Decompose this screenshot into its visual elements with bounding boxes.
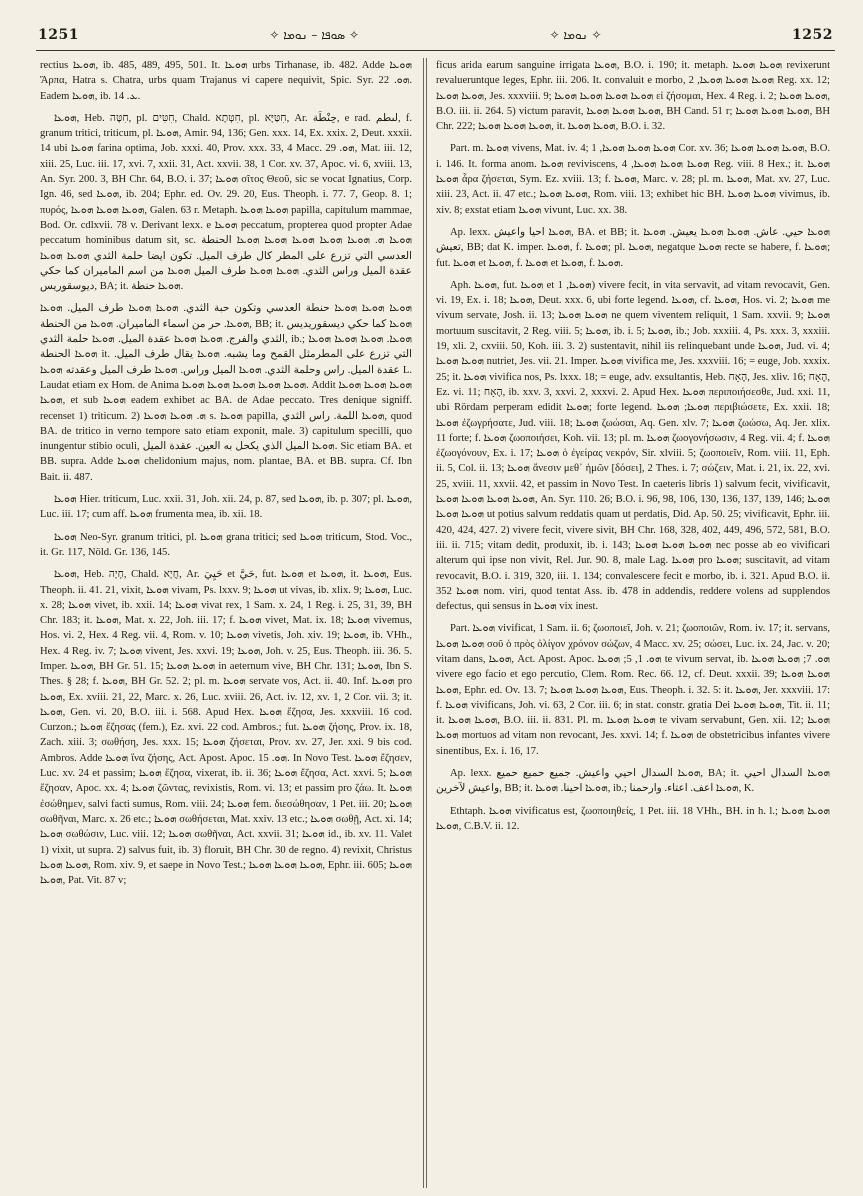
entry-haya: ܗܘܥܐ, Heb. חָיָה, Chald. חֲיָא, Ar. حَيِيَ et حَيَّ, fut. ܗܘܥܐ et ܗܘܥܐ, it. ܗܘܥܐ, Eus. Theoph. ii. 41. 21, vixit, ܗܘܥܐ vivam, Ps. lxxv. 9; ܗܘܥܐ ut vivas, ib. xlix. 9; ܗܘܥܐ, Luc. x. 28; ܗܘܥܐ vivet, ib. xxii. 14; ܗܘܥܐ vivat rex, 1 Sam. x. 24, 1 Reg. i. 25, 31, 39, BH Chr. 183; it. ܗܘܥܐ, Mat. x. 22, Joh. iii. 17; f. ܗܘܥܐ vivet, Mat. ix. 18; ܗܘܥܐ vivemus, Hos. vi. 2, Hex. 4 Reg. vii. 4, Rom. v. 10; ܗܘܥܐ vivetis, Joh. xiv. 19; ܗܘܥܐ, ib. VHh., Hex. 4 Reg. iv. 7; ܗܘܥܐ vivent, Jes. xxvi. 19; ܗܘܥܐ, Joh. v. 25, Eus. Theoph. iii. 36. 5. Imper. ܗܘܥܐ, BH Gr. 51. 15; ܗܘܥܐ ܗܘܥܐ in aeternum vive, BH Chr. 131; ܗܘܥܐ, Ibn S. Thes. § 28; f. ܗܘܥܐ, BH Gr. 52. 2; pl. m. ܗܘܥܐ servate vos, Act. ii. 40. Inf. ܗܘܥܐ pro ܗܘܥܐ, Ex. xviii. 21, 22, Marc. x. 26, Luc. xviii. 26, Act. iv. 12, xv. 1, 2 Cor. vii. 3; it. ܗܘܥܐ, Gen. vi. 20, B.O. iii. i. 568. Apud Hex. ܗܘܥܐ ἔζησα, Jes. xxxviii. 16 cod. Curzon.; ܗܘܥܐ ἔζησας (fem.), Ez. xvi. 22 cod. Ambros.; fut. ܗܘܥܐ ζήσης, Prov. ix. 18, Zach. xiii. 3; σωθήση, Jes. xxx. 15; ܗܘܥܐ ζήσεται, Prov. xv. 27, Jer. xxi. 9 bis cod. Ambros. Adde ܗܘܥܐ ἵνα ζήσης, Act. Apost. Apoc. ܗܘ. 15. In Novo Test. ܗܘܥܐ ἔζησεν, Luc. xv. 24 et passim; ܗܘܥܐ ἔζησα, vixerat, ib. ii. 36; ܗܘܥܐ ἔζησα, Act. xxvi. 5; ܗܘܥܐ ἔζησαν, Apoc. xx. 4; ܗܘܥܐ ζῶντας, revixistis, Rom. vi. 13; et passim pro ζάω. It. ܗܘܥܐ ἐσώθημεν, salvi facti sumus, Rom. viii. 24; ܗܘܥܐ fem. διεσώθησαν, 1 Pet. iii. 20; ܗܘܥܐ σωθῆναι, Marc. x. 26 etc.; ܗܘܥܐ σωθήσεται, Mat. xxiv. 13 etc.; ܗܘܥܐ σωθῇ, Act. xi. 14; ܗܘܥܐ σωθώσιν, Luc. viii. 12; ܗܘܥܐ σωθῆναι, Act. xxvii. 31; ܗܘܥܐ id., ib. xv. 11. Valet 1) vixit, ut supra. 2) salvus fuit, ib. 3) floruit, BH Chr. 30 de regno. 4) revixit, Christus ܗܘܥܐ ܗܘܥܐ, Rom. xiv. 9, et saepe in Novo Test.; ܗܘܥܐ ܗܘܥܐ ܗܘܥܐ, Ephr. iii. 605; ܗܘܥܐ ܗܘܥܐ, Pat. Vit. 87 v; (40, 569, 412, 887)
running-header (38, 24, 833, 46)
column-divider-inner (426, 58, 427, 1188)
entry-aphel: Aph. ܗܘܥܐ, fut. ܗܘܥܐ et ܗܘܥܐ, 1) vivere fecit, in vita servavit, ad vitam revocavit, Gen. vi. 19, Ex. i. 18; ܗܘܥܐ, Deut. xxx. 6, ubi forte legend. ܗܘܥܐ, cf. ܗܘܥܐ, Hos. vi. 2; ܗܘܥܐ me vivum servate, Josh. ii. 13; ܗܘܥܐ ܗܘܥܐ ne quem viventem reliquit, 1 Sam. xxvii. 9; ܗܘܥܐ mortuum suscitavit, 2 Reg. viii. 5; ܗܘܥܐ, ib. i. 5; ܗܘܥܐ, ib.; Job. xxxiii. 4, Ps. xxx. 3, xxxiii. 19, xli. 2, cxviii. 50, Koh. iii. 3. 2) sustentavit, nihil iis relinquebant unde ܗܘܥܐ, Jud. vi. 4; ܗܘܥܐ ܗܘܥܐ nutriet, Jes. vii. 21. Imper. ܗܘܥܐ vivifica me, Jes. xxxviii. 16; = euge, Job. xxxix. 25; it. ܗܘܥܐ vivifica nos, Ps. lxxx. 18; = euge, adv. exsultantis, Heb. הֶאָח, Jes. xliv. 16; הֶאָח, Ez. vi. 11; הֶאָח, ib. xxv. 3, xxvi. 2, xxxvi. 2. Apud Hex. ܗܘܥܐ περιποιήσεσθε, Jud. xxi. 11, ubi Rördam perperam edidit ܗܘܥܐ; forte legend. ܗܘܥܐ; ܗܘܥܐ περιβιώσετε, Ex. xxii. 18; ܗܘܥܐ ἐζωγρήσατε, Jud. viii. 18; ܗܘܥܐ ζωώσαι, Aq. Gen. xlv. 7; ܗܘܥܐ ζωώσω, Aq. Jer. xlix. 11 forte; f. ܗܘܥܐ ζωοποιήσει, Koh. vii. 13; pl. m. ܗܘܥܐ ζωογονήσωσιν, 4 Reg. vii. 4; f. ܗܘܥܐ ἐζωογόνουν, Ex. i. 17; ܗܘܥܐ ὁ ἐγείρας νεκρόν, Sir. xlviii. 5; ζωοποιεῖν, Rom. viii. 11, Eph. ii. 5, Col. ii. 13; ܗܘܥܐ ἄνεσιν μεθ᾽ ἡμῶν [δόσει], 2 Thes. i. 7; σώζειν, Mat. i. 21, ix. 22, xvi. 25, xviii. 11, xxvii. 42, et passim in Novo Test. In caeteris libris 1) salvum fecit, vivificavit, ܗܘܥܐ ܗܘܥܐ ܗܘܥܐ ܗܘܥܐ, An. Syr. 110. 26; B.O. i. 96, 98, 106, 130, 136, 137, 139, 146; ܗܘܥܐ ܗܘܥܐ ܗܘܥܐ ut potius salvum reddatis quam ut perdatis, Did. Ap. 50. 25; vivificavit, Ephr. iii. 420, 424, 427. 2) vivere fecit, vivere sivit, BH Chr. 168, 328, 402, 449, 496, 572, 581, B.O. iii. ii. 715; vitam dedit, produxit, ib. i. 143; ܗܘܥܐ ܗܘܥܐ ܗܘܥܐ nec posse ab eo vivificari alterum qui ipse non vivit, Rel. Jur. 90. 8, male Lag. ܗܘܥܐ pro ܗܘܥܐ; suscitavit, ad vitam revocavit, B.O. i. 319, 320, iii. 1. 134; convalescere fecit e morbo, ib. i. 321. Apud B.O. ii. 352 ܗܘܥܐ nom. viri, quod tentat Ass. ib. 478 in addendis, reddere volens ad supplendos defectus, qui sensus in ܗܘܥܐ vix inest. (436, 279, 830, 613)
entry-aphel-participle: Part. ܗܘܥܐ vivificat, 1 Sam. ii. 6; ζωοποιεῖ, Joh. v. 21; ζωοποιῶν, Rom. iv. 17; it. servans, ܗܘܥܐ ܗܘܥܐ σοῦ ὁ πρὸς ὀλίγον χρόνον σώζων, 4 Macc. xv. 25; σώσει, Luc. ix. 24, Jac. v. 20; vitam dans, ܗܘܥܐ, Act. Apost. Apoc. ܗܘ. 1, 5; ܗܘܥܐ te vivum servat, ib. ܗܘ. 7; ܗܘܥܐ ܗܘܥܐ vivere ego facio et ego percutio, Clem. Rom. Rec. 66. 12, cf. Deut. xxxii. 39; ܗܘܥܐ ܗܘܥܐ ܗܘܥܐ, Ephr. ed. Ov. 13. 7; ܗܘܥܐ ܗܘܥܐ ܗܘܥܐ, Eus. Theoph. i. 32. 5: it. ܗܘܥܐ, Jer. xxxviii. 17: f. ܗܘܥܐ vivificans, Joh. vi. 63, 2 Cor. iii. 6; in stat. constr. gratia Dei ܗܘܥܐ ܗܘܥܐ, Tit. ii. 11; it. ܗܘܥܐ ܗܘܥܐ, B.O. iii. ii. 831. Pl. m. ܗܘܥܐ ܗܘܥܐ te vivam servabunt, Gen. xii. 12; ܗܘܥܐ ܗܘܥܐ mortuos ad vitam non revocant, Jes. xxvi. 14; f. ܗܘܥܐ de obstetricibus infantes vivere sinentibus, Ex. i. 16, 17. (436, 623, 830, 757)
entry-haya-continued: ficus arida earum sanguine irrigata ܗܘܥܐ, B.O. i. 190; it. metaph. ܗܘܥܐ ܗܘܥܐ revixerunt revalueruntque leges, Ephr. iii. 206. It. convaluit e morbo, ܗܘܥܐ ܗܘܥܐ ܗܘܥܐ, 2 Reg. xx. 12; ܗܘܥܐ ܗܘܥܐ, Jes. xxxviii. 9; ܗܘܥܐ ܗܘܥܐ ܗܘܥܐ ܗܘܥܐ εἰ ζήσομαι, Hex. 4 Reg. i. 2; ܗܘܥܐ ܗܘܥܐ, B.O. iii. ii. 264. 5) victum paravit, ܗܘܥܐ ܗܘܥܐ ܗܘܥܐ, BH Cand. 51 r; ܗܘܥܐ ܗܘܥܐ ܗܘܥܐ, BH Chr. 222; ܗܘܥܐ ܗܘܥܐ ܗܘܥܐ, it. ܗܘܥܐ ܗܘܥܐ, B.O. i. 32. (436, 60, 830, 133)
left-page-number: 1251 (38, 27, 79, 43)
entry-aphel-lexica: Ap. lexx. ܗܘܥܐ السدال احيي واعيش. جميع حميع حميع, BA; it. ܗܘܥܐ السدال احيي واعيش لآخرين, BB; it. ܗܘܥܐ احينا. ܗܘܥܐ, ib.; ܗܘܥܐ اعف. اعتاء. وارحمنا, K. (436, 768, 830, 795)
header-rule (36, 50, 835, 51)
right-running-head: ✧ ܢܘܡܐ ✧ (549, 27, 602, 42)
entry-lexica: Ap. lexx. ܗܘܥܐ احيا واعيش, BA. et BB; it. ܗܘܥܐ حيي. عاش. ܗܘܥܐ ܗܘܥܐ يعيش. ܗܘܥܐ تعيش, BB; dat K. imper. ܗܘܥܐ, f. ܗܘܥܐ; pl. ܗܘܥܐ, negatque ܗܘܥܐ recte se habere, f. ܗܘܥܐ; fut. ܗܘܥܐ et ܗܘܥܐ, f. ܗܘܥܐ et ܗܘܥܐ, f. ܗܘܥܐ. (436, 226, 830, 269)
entry-hinta: ܗܘܥܐ, Heb. חִטָּה, pl. חִטִּים, Chald. חִטְּתָא, pl. חִטַּיָּא, Ar. حِنْطَة, e rad. لىطم, f. granum tritici, triticum, pl. ܗܘܥܐ, Amir. 94, 136; Gen. xxx. 14, Ex. xxix. 2, Deut. xxxii. 14 ubi ܗܘܥܐ farina optima, Job. xxxi. 40, Prov. xxx. 33, 4 Macc. ܗܘ. 29, Mat. iii. 12, xiii. 25, Luc. iii. 17, xvi. 7, xxii. 31, Act. xxvii. 38, 1 Cor. xv. 37, Apoc. vi. 6, xviii. 13, An. Syr. 200. 3, BH Chr. 64, B.O. i. 37; ܗܘܥܐ σῖτος Θεοῦ, sic se vocat Ignatius, Corp. Ign. 46, sed ܗܘܥܐ, ib. 204; Ephr. ed. Ov. 29. 20, Eus. Theoph. i. 77. 7, Geop. 8. 1; πυρός, ܗܘܥܐ ܗܘܥܐ ܗܘܥܐ, Galen. 63 r. Metaph. ܗܘܥܐ ܗܘܥܐ papilla, capitulum mammae, Bod. Or. cdlxvii. 78 v. Derivant lexx. e ܗܘܥܐ peccatum, propterea quod propter Adae peccatum hominibus datum sit, sc. ܗܘܥܐ ܗ. ܗܘܥܐ ܗܘܥܐ ܗܘܥܐ ܗܘܥܐ ܗܘܥܐ الحنطة العدسي التي تزرع على المطر كال طرف الميل. تكون ايضا حلمة الثدي ܗܘܥܐ ܗܘܥܐ عقدة الميل وراس الثدي. ܗܘܥܐ ܗܘܥܐ طرف الميل ܗܘܥܐ من اسم الماميران كما حكي ديوسقوريس, BA; it. ܗܘܥܐ حنطة. (40, 112, 412, 293)
right-page-number: 1252 (792, 27, 833, 43)
entry-participle: Part. m. ܗܘܥܐ vivens, Mat. iv. 4; ܗܘܥܐ ܗܘܥܐ ܗܘܥܐ, 1 Cor. xv. 36; ܗܘܥܐ ܗܘܥܐ ܗܘܥܐ, B.O. i. 146. It. forma anom. ܗܘܥܐ reviviscens, ܗܘܥܐ ܗܘܥܐ ܗܘܥܐ, 4 Reg. viii. 8 Hex.; it. ܗܘܥܐ ܗܘܥܐ ἆρα ζήσεται, Sym. Ez. xviii. 13; f. ܗܘܥܐ, Marc. v. 28; pl. m. ܗܘܥܐ, Mat. xv. 27, Luc. xiii. 23, Act. ii. 47 etc.; ܗܘܥܐ ܗܘܥܐ, Rom. viii. 13; exhibet hic BH. ܗܘܥܐ ܗܘܥܐ vivimus, ib. xiv. 8; exstat etiam ܗܘܥܐ vivunt, Luc. xx. 38. (436, 143, 830, 216)
left-column (40, 58, 412, 1186)
right-column (436, 58, 830, 1186)
left-running-head: ✧ ܣܘܦܐ – ܢܘܡܐ ✧ (269, 27, 360, 42)
column-divider (423, 58, 424, 1188)
entry-neo-syr: ܗܘܥܐ Neo-Syr. granum tritici, pl. ܗܘܥܐ grana tritici; sed ܗܘܥܐ triticum, Stod. Voc., it. Gr. 117, Nöld. Gr. 136, 145. (40, 531, 412, 558)
entry-ethtaph: Ethtaph. ܗܘܥܐ vivificatus est, ζωοποιηθείς, 1 Pet. iii. 18 VHh., BH. in h. l.; ܗܘܥܐ ܗܘܥܐ ܗܘܥܐ, C.B.V. ii. 12. (436, 805, 830, 832)
entry-continuation: rectius ܗܘܥܐ, ib. 485, 489, 495, 501. It. ܗܘܥܐ urbs Tirhanase, ib. 482. Adde ܗܘܥܐ Ἄρπα, Hatra s. Chatra, urbs quam Trajanus vi capere nequivit, Spic. Syr. ܗܘ. 22. Eadem ܗܘܥܐ, ib. ܥ. 14. (40, 60, 412, 102)
entry-hier: ܗܘܥܐ Hier. triticum, Luc. xxii. 31, Joh. xii. 24, p. 87, sed ܗܘܥܐ, ib. p. 307; pl. ܗܘܥܐ, Luc. iii. 17; cum aff. ܗܘܥܐ frumenta mea, ib. xii. 18. (40, 494, 412, 521)
entry-hinta-lexica: ܗܘܥܐ ܗܘܥܐ ܗܘܥܐ حنطة العدسي وتكون حبة الثدي. ܗܘܥܐ ܗܘܥܐ طرف الميل. ܗܘܥܐ ܗܘܥܐ. حر من اسماء الماميران. ܗܘܥܐ من الحنطة, BB; it. ܗܘܥܐ كما حكي ديسقوريديس الثدي والفرج. ܗܘܥܐ ܗܘܥܐ عقدة الميل. ܗܘܥܐ حلمة الثدي, ib.; ܗܘܥܐ. ܗܘܥܐ ܗܘܥܐ ܗܘܥܐ ܗܘܥܐ الحنطة it. التي تزرع على المطرمثل القمح وما يشبه. ܗܘܥܐ يقال طرف الميل. عقدة الميل. راس وحلمة الثدي. ܗܘܥܐ الميل وراس. ܗܘܥܐ طرف الميل وعقدته ܗܘܥܐ L. Laudat etiam ex Hom. de Anima ܗܘܥܐ ܗܘܥܐ ܗܘܥܐ ܗܘܥܐ ܗܘܥܐ. Addit ܗܘܥܐ ܗܘܥܐ ܗܘܥܐ ܗܘܥܐ, et sub ܗܘܥܐ eadem exhibet ac BA. de Adae peccato. Tres denique signiff. recenset 1) triticum. 2) ܗ. ܗܘܥܐ ܗܘܥܐ s. ܗܘܥܐ papilla, ܗܘܥܐ اللمة. راس الثدي, quod BA. de tritico in verno tempore sato etiam exponit, male. 3) capitulum specilli, quo inungentur stibio oculi, ܗܘܥܐ الميل الذي يكحل به العين. عقدة الميل. Sic etiam BA. et BB. supra. Adde ܗܘܥܐ chelidonium majus, nom. plantae, BA. et BB. supra. Cf. Ibn Bait. ii. 487. (40, 303, 412, 483)
